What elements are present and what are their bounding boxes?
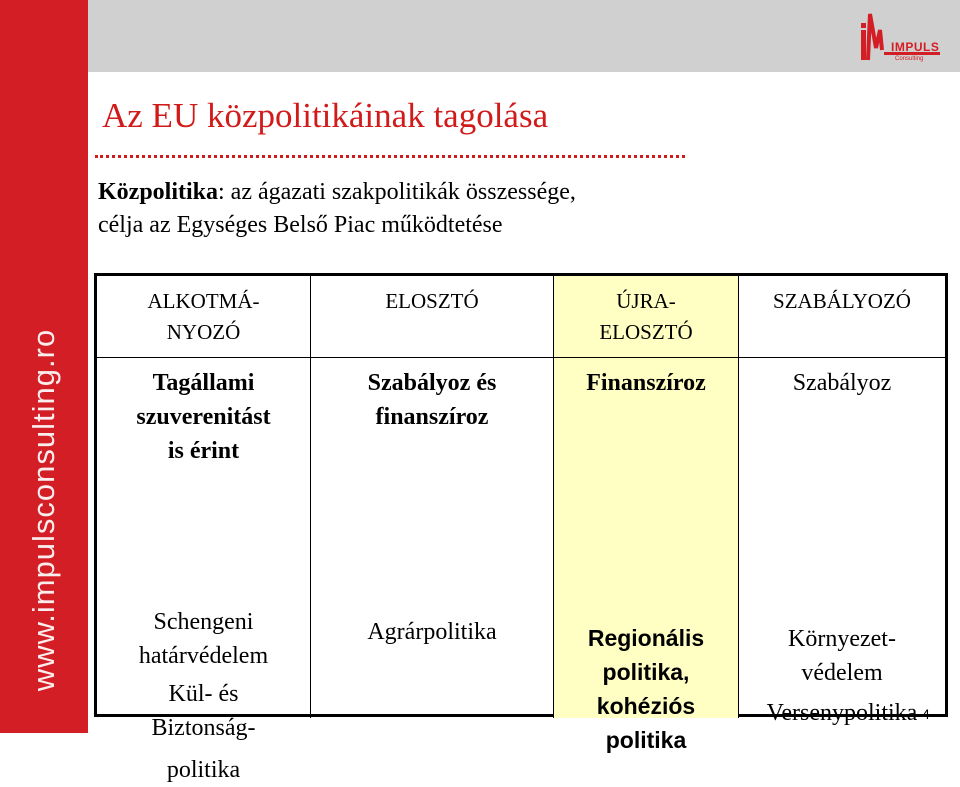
example-block xyxy=(311,615,553,649)
website-url: www.impulsconsulting.ro xyxy=(26,328,61,692)
example-line: Schengeni xyxy=(153,609,254,635)
description-block xyxy=(739,358,945,400)
example-line: Regionális xyxy=(587,625,705,651)
example-line: politika xyxy=(605,727,687,753)
example-line: határvédelem xyxy=(138,643,269,669)
example-line: Agrárpolitika xyxy=(367,619,497,645)
description-line: Szabályoz xyxy=(792,370,892,396)
example-line: védelem xyxy=(801,660,883,686)
example-block xyxy=(554,621,738,757)
slide-subtitle xyxy=(98,176,878,242)
side-brand-band xyxy=(0,0,88,733)
header-text: ELOSZTÓ xyxy=(385,289,479,313)
subtitle-line-1 xyxy=(98,176,878,209)
header-cell-redistributive xyxy=(554,276,739,358)
subtitle-term: Közpolitika xyxy=(98,179,219,205)
title-divider xyxy=(95,155,685,158)
header-text: ALKOTMÁ- xyxy=(147,289,260,313)
example-line: Kül- és xyxy=(168,681,239,707)
description-line: finanszíroz xyxy=(375,404,489,430)
body-cell-constitutional xyxy=(97,358,311,783)
example-line: Biztonság- xyxy=(151,715,256,741)
header-cell-distributive xyxy=(311,276,554,358)
policy-table xyxy=(94,273,948,783)
header-band xyxy=(88,0,960,72)
description-line: Finanszíroz xyxy=(586,370,706,396)
logo-subtext: Consulting xyxy=(895,56,924,62)
example-line: Környezet- xyxy=(788,626,896,652)
page-number: 4 xyxy=(922,706,930,722)
subtitle-line-2: célja az Egységes Belső Piac működtetése xyxy=(98,212,503,238)
example-block xyxy=(739,622,945,730)
example-line: Versenypolitika xyxy=(766,700,918,726)
subtitle-definition: : az ágazati szakpolitikák összessége, xyxy=(218,179,576,205)
description-line: Szabályoz és xyxy=(367,370,497,396)
description-block xyxy=(311,358,553,434)
description-block xyxy=(554,358,738,400)
header-text: NYOZÓ xyxy=(166,320,241,344)
description-line: is érint xyxy=(167,438,240,464)
header-cell-regulatory xyxy=(739,276,945,358)
impuls-logo xyxy=(858,10,950,68)
example-line: politika, xyxy=(602,659,690,685)
body-cell-regulatory xyxy=(739,358,945,726)
slide-title: Az EU közpolitikáinak tagolása xyxy=(102,96,549,135)
description-block xyxy=(97,358,310,468)
header-text: ÚJRA- xyxy=(616,289,676,313)
example-block xyxy=(97,605,310,787)
header-text: ELOSZTÓ xyxy=(599,320,693,344)
header-text: SZABÁLYOZÓ xyxy=(773,289,911,313)
example-line: kohéziós xyxy=(596,693,696,719)
description-line: Tagállami xyxy=(152,370,255,396)
logo-wordmark: IMPULS xyxy=(891,40,940,54)
example-line: politika xyxy=(166,757,241,783)
header-cell-constitutional xyxy=(97,276,311,358)
body-cell-distributive xyxy=(311,358,554,718)
body-cell-redistributive xyxy=(554,358,739,753)
description-line: szuverenitást xyxy=(136,404,271,430)
